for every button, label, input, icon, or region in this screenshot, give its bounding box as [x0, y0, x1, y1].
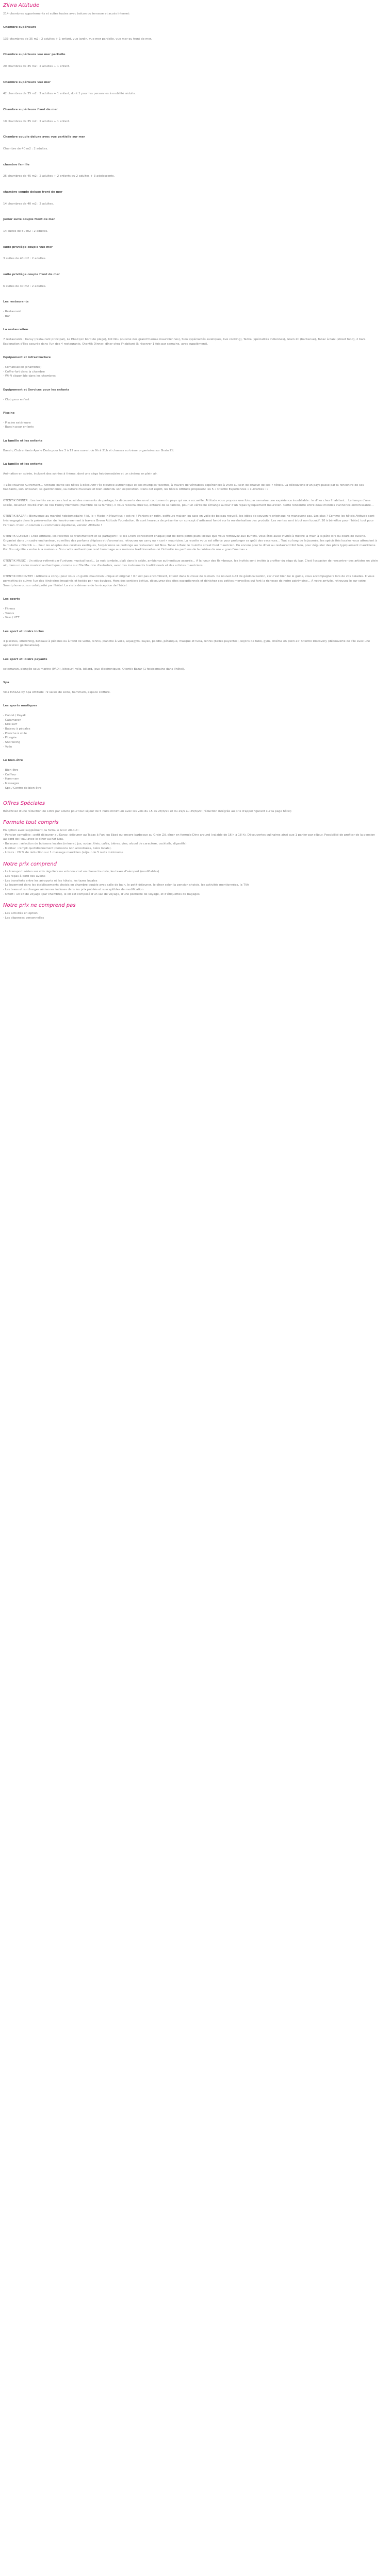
sports-paid-text: catamaran, plongée sous-marine (PADI), kitesurf, vélo, billard, jeux électroniques. Otentik Bazar (1 fois/semaine dans l'hôtel). — [3, 667, 185, 671]
list-item: - Hammam — [3, 777, 20, 781]
excluded-section — [3, 902, 379, 920]
list-item: - Planche à voile — [3, 732, 27, 735]
list-item: - Bien-être — [3, 769, 19, 772]
list-item: - Spa / Centre de bien-être — [3, 786, 42, 790]
excluded-heading: Notre prix ne comprend pas — [3, 903, 76, 909]
room-description: 6 suites de 40 m2 : 2 adultes. — [3, 284, 46, 288]
restauration-heading: La restauration — [3, 328, 28, 332]
included-section — [3, 860, 379, 896]
room-description: Chambre de 40 m2 : 2 adultes. — [3, 147, 48, 151]
pool-heading: Piscine — [3, 412, 15, 415]
pool-section — [3, 411, 379, 430]
list-item: - Canoë / Kayak — [3, 714, 26, 718]
room-entry — [3, 273, 379, 289]
room-title: Chambre couple deluxe avec vue partielle sur mer — [3, 135, 85, 139]
list-item: - Restaurant — [3, 310, 21, 313]
intro-text: 214 chambres appartements et suites toutes avec balcon ou terrasse et accès internet: — [3, 12, 131, 15]
list-item: - Vélo / VTT — [3, 616, 20, 620]
list-item: - Les dépenses personnelles — [3, 916, 44, 920]
list-item: - Bassin pour enfants — [3, 426, 34, 429]
sports-included-heading: Les sport et loisirs inclus — [3, 630, 44, 633]
list-item: - Climatisation (chambres) — [3, 365, 42, 369]
animation-paragraph: OTENTIK BAZAR : Bienvenue au marché hebdomadaire ! Ici, le « Made in Mauritius » est roi ! Paniers en rotin, coiffeurs maison ou sacs en voile de bateau recyclé, les idées de souvenirs originaux ne manquent pas. Les plus ? Comme les hôtels Attitude sont très engagés dans la préservation de l'environnement à travers Green Attitude Foundation, ils sont heureux de présenter un concept d'artisanat fondé sur la revalorisation des produits. Les ventes sont à but non lucratif, 20 à bénéfice pour l'hôtel, tout pour l'artisan. C'est un soutien au commerce équitable, version Attitude ! — [3, 515, 374, 527]
list-item: - Les activités en option — [3, 911, 38, 915]
formula-heading: Formule tout compris — [3, 820, 59, 826]
room-entry — [3, 163, 379, 179]
list-item: - Piscine extérieure — [3, 421, 31, 425]
sports-included-section — [3, 630, 379, 648]
room-title: junior suite couple front de mer — [3, 218, 55, 222]
list-item: - Wi-Fi disponible dans les chambres — [3, 375, 56, 378]
equipment-section — [3, 355, 379, 379]
room-entry — [3, 217, 379, 233]
list-item: - Bateau à pédales — [3, 727, 30, 731]
list-item: - Loisirs : 20 % de réduction sur 1 massage mauricien (séjour de 5 nuits minimum). — [3, 851, 124, 855]
room-title: suite privilège couple front de mer — [3, 273, 60, 276]
sports-paid-heading: Les sport et loisirs payants — [3, 657, 47, 661]
list-item: - Kite surf — [3, 723, 18, 726]
sports-paid-section — [3, 657, 379, 671]
wellness-heading: Le bien-être — [3, 759, 23, 762]
hotel-title: Zilwa Attitude — [3, 3, 40, 8]
kids-services-section — [3, 388, 379, 402]
list-item: - Pension complète : petit déjeuner au Karay, déjeuner au Tabac à Pani ou Ebad ou encore barbecue au Grain Zil, dîner en formule Dine around (valable de 16 h à 18 h). Découvertes culinaires ainsi que 1 panier par séjour. Possibilité de profiter de la pension au bord de l'eau avec le dîner au Kot Nou. — [3, 833, 375, 841]
list-item: - Le transport aérien sur vols réguliers ou vols low cost en classe touriste, les taxes d'aéroport (modifiables) — [3, 870, 159, 874]
animation-paragraph: OTENTIK DINNER : Les invités vacances c'est aussi des moments de partage, la découverte des us et coutumes du pays qui nous accueille. Attitude vous propose une fois par semaine une expérience inoubliable : le dîner chez l'habitant... Le temps d'une soirée, devenez l'invité d'un de nos Family Members (membre de la famille). Il vous recevra chez lui, entouré de sa famille, pour un véritable échange autour d'un repas typiquement mauricien. Cette rencontre entre deux mondes s'annonce enrichissante... — [3, 499, 374, 507]
room-title: Chambre supérieure vue mer — [3, 80, 51, 84]
list-item: - Bar — [3, 314, 10, 318]
list-item: - Snorkeling — [3, 741, 21, 744]
spa-section — [3, 681, 379, 694]
sports-heading: Les sports — [3, 598, 20, 601]
spa-heading: Spa — [3, 681, 9, 685]
family-text: Bassin, Club enfants Ayo le Dodo pour les 3 à 12 ans ouvert de 9h à 21h et chasses au trésor organisées sur Grain Zil. — [3, 449, 174, 452]
list-item: - Le logement dans les établissements choisis en chambre double avec salle de bain, le petit-déjeuner, le dîner selon la pension choisie, les activités mentionnées, la TVA — [3, 884, 249, 887]
equipment-heading: Equipement et infrastructure — [3, 356, 51, 360]
list-item: - Club pour enfant — [3, 398, 29, 401]
room-description: 10 chambres de 35 m2 : 2 adultes + 1 enfant. — [3, 120, 70, 123]
restaurants-section — [3, 300, 379, 318]
nautical-section — [3, 704, 379, 749]
room-title: Chambre supérieure vue mer partielle — [3, 53, 66, 57]
kids-services-heading: Equipement et Services pour les enfants — [3, 388, 70, 392]
restauration-section — [3, 328, 379, 346]
animation-section — [3, 462, 379, 588]
room-entry — [3, 190, 379, 206]
formula-section — [3, 819, 379, 855]
room-description: 42 chambres de 35 m2 : 2 adultes + 1 enfant, dont 1 pour les personnes à mobilité réduite. — [3, 92, 136, 96]
offers-text: Bénéficiez d'une réduction de 100€ par adulte pour tout séjour de 5 nuits minimum avec les vols du 15 au 28/3/20 et du 29/5 au 25/6/20 (réduction intégrée au prix d'appel figurant sur la page hôtel) — [3, 809, 291, 813]
included-heading: Notre prix comprend — [3, 861, 57, 867]
room-entry — [3, 53, 379, 69]
list-item: - Catamaran — [3, 718, 21, 722]
room-title: suite privilège couple vue mer — [3, 245, 53, 249]
list-item: - Les taxes et surcharges aériennes incluses dans les prix publiés et susceptibles de modification — [3, 888, 144, 892]
animation-paragraph: Animation en soirée, incluant des soirées à thème, dont une séga hebdomadaire et un cinéma en plein air. — [3, 472, 158, 476]
list-item: - Les repas à bord des avions — [3, 875, 45, 878]
animation-paragraph: OTENTIK DISCOVERY : Attitude a conçu pour vous un guide mauricien unique et original ! Il n'est pas encombrant, il tient dans le creux de la main. Ce nouvel outil de géolocalisation, car c'est bien lui le guide, vous accompagnera lors de vos balades. Il vous permettra de suivre l'un des itinéraires imaginés et testés par nos équipes. Hors des sentiers battus, découvrez des sites exceptionnels et dénichez ces petites merveilles qui font la richesse de notre patrimoine... A votre arrivée, retrouvez le sur votre Smartphone ou sur celui prêté par l'hôtel. La visite démarre de la réception de l'hôtel. — [3, 575, 374, 587]
animation-paragraph: OTENTIK MUSIC : Un séjour rythmé par l'univers musical local... Le nuit tombée, plaît dans le sable, ambiance authentique assurée... A la lueur des flambeaux, les invités sont invités à profiter du séga du bar. C'est l'occasion de rencontrer des artistes en plein air, dans un cadre musical authentique, comme sur l'île Maurice d'autrefois, avec des instruments traditionnels et des artistes mauriciens... — [3, 559, 378, 567]
room-entry — [3, 245, 379, 261]
animation-paragraph: « L'île Maurice Autrement... Attitude invite ses hôtes à découvrir l'île Maurice authentique et ses multiples facettes, à travers de véritables expériences à vivre au sein de chacun de ses 7 hôtels. La découverte d'un pays passe par la rencontre de ses habitants, son artisanat, sa gastronomie, sa culture musicale et bien entendu son exploration. Dans cet esprit, les hôtels Attitude proposent les 5 « Otentik Experiences » suivantes : » — [3, 483, 364, 492]
page — [0, 0, 382, 925]
room-description: 3 suites de 40 m2 : 2 adultes. — [3, 257, 46, 261]
room-entry — [3, 25, 379, 41]
list-item: - Coffre-fort dans la chambre — [3, 370, 45, 374]
offers-heading: Offres Spéciales — [3, 801, 45, 807]
room-entry — [3, 135, 379, 151]
room-description: 25 chambres de 45 m2 : 2 adultes + 2 enfants ou 2 adultes + 3 adolescents. — [3, 175, 115, 178]
room-description: 14 chambres de 40 m2 : 2 adultes. — [3, 202, 54, 206]
room-title: chambre couple deluxe front de mer — [3, 191, 63, 194]
room-title: chambre famille — [3, 163, 29, 166]
list-item: - Offert : un kit de voyage (par chambre), le kit est composé d'un sac de voyage, d'une pochette de voyage, et d'étiquettes de bagages. — [3, 892, 201, 896]
list-item: - Coiffeur — [3, 773, 17, 776]
list-item: - Fitness — [3, 607, 15, 611]
list-item: - Boissons : sélection de boissons locales (mineral, jus, sodas, thés, cafés, bières, vins, alcool de caractère, cocktails, digestifs). — [3, 842, 188, 845]
room-entry — [3, 108, 379, 124]
list-item: - Tennis — [3, 612, 14, 615]
restauration-text: 7 restaurants : Karay (restaurant principal), Le Ebad (en bord de plage), Kot Nou (cuisine des grand'mamas mauriciennes), Slow (spécialités asiatiques, live cooking), Tadka (spécialités indiennes), Grain Zil (barbecue), Tabac à Pani (street food), 2 bars. Exploration d'îles assurée dans l'un des 4 restaurants. Otentik Dinner, dîner chez l'habitant (à réserver 1 fois par semaine, avec supplément). — [3, 337, 367, 346]
animation-heading: La famille et les enfants — [3, 463, 43, 466]
room-entry — [3, 80, 379, 96]
family-section — [3, 439, 379, 453]
sports-section — [3, 597, 379, 620]
list-item: - Voile — [3, 745, 12, 749]
sports-included-text: 4 piscines, stretching, bateaux à pédales ou à fond de verre, tennis, planche à voile, aquagym, kayak, paddle, pétanque, masque et tuba, tennis (balles payantes), leçons de tubo, gym, cinéma en plein air, Otentik Discovery (découverte de l'île avec une application géolocalisée). — [3, 639, 370, 648]
room-description: 20 chambres de 35 m2 : 2 adultes + 1 enfant. — [3, 65, 70, 69]
room-list — [3, 25, 379, 289]
animation-paragraph: OTENTIK CUISINE : Chez Attitude, les recettes se transmettent et se partagent ! Si les Chefs concoctent chaque jour de bons petits plats locaux que vous retrouvez aux buffets, vous êtes aussi invités à mettre la main à la pâte lors du cours de cuisine. Organisé dans un cadre enchanteur, au milieu des parfums d'épices et d'aromates, retrouvez un carry ou « cari » mauricien. La recette vous est offerte pour prolonger ce goût des vacances... Tout au long de la journée, les spécialités locales vous attendent à la roulotte « Otentik »... Pour les adeptes des cuisines exotiques, l'expérience se prolonge au restaurant Kot Nou. Tabac à Pani, le roulotte street food mauricien. Ou encore pour le dîner au restaurant Kot Nou, pour déguster des plats typiquement mauriciens. Kot Nou signifie « entre à la maison ». Son cadre authentique rend hommage aux maisons traditionnelles où l'intimité les parfums de la cuisine de nos « grand'mamas ». — [3, 535, 377, 552]
spa-text: Villa MASAZ by Spa Attitude : 9 salles de soins, hammam, espace coiffure. — [3, 690, 111, 694]
list-item: En option avec supplément, la formule All-in All-out : — [3, 828, 79, 832]
family-heading: La famille et les enfants — [3, 439, 43, 443]
offers-section — [3, 800, 379, 814]
list-item: - Les transferts entre les aéroports et les hôtels, les taxes locales — [3, 879, 97, 883]
room-description: 133 chambres de 35 m2 : 2 adultes + 1 enfant, vue jardin, vue mer partielle, vue mer ou front de mer. — [3, 37, 152, 41]
list-item: - Minibar : rempli quotidiennement (boissons non alcoolisées, bière locale). — [3, 846, 112, 850]
wellness-section — [3, 758, 379, 790]
room-title: Chambre supérieure — [3, 26, 37, 29]
list-item: - Plongée — [3, 736, 17, 740]
nautical-heading: Les sports nautiques — [3, 704, 37, 708]
room-description: 14 suites de 50 m2 : 2 adultes. — [3, 230, 48, 233]
list-item: - Massages — [3, 782, 20, 785]
restaurants-heading: Les restaurants — [3, 300, 29, 304]
room-title: Chambre supérieure front de mer — [3, 108, 58, 112]
